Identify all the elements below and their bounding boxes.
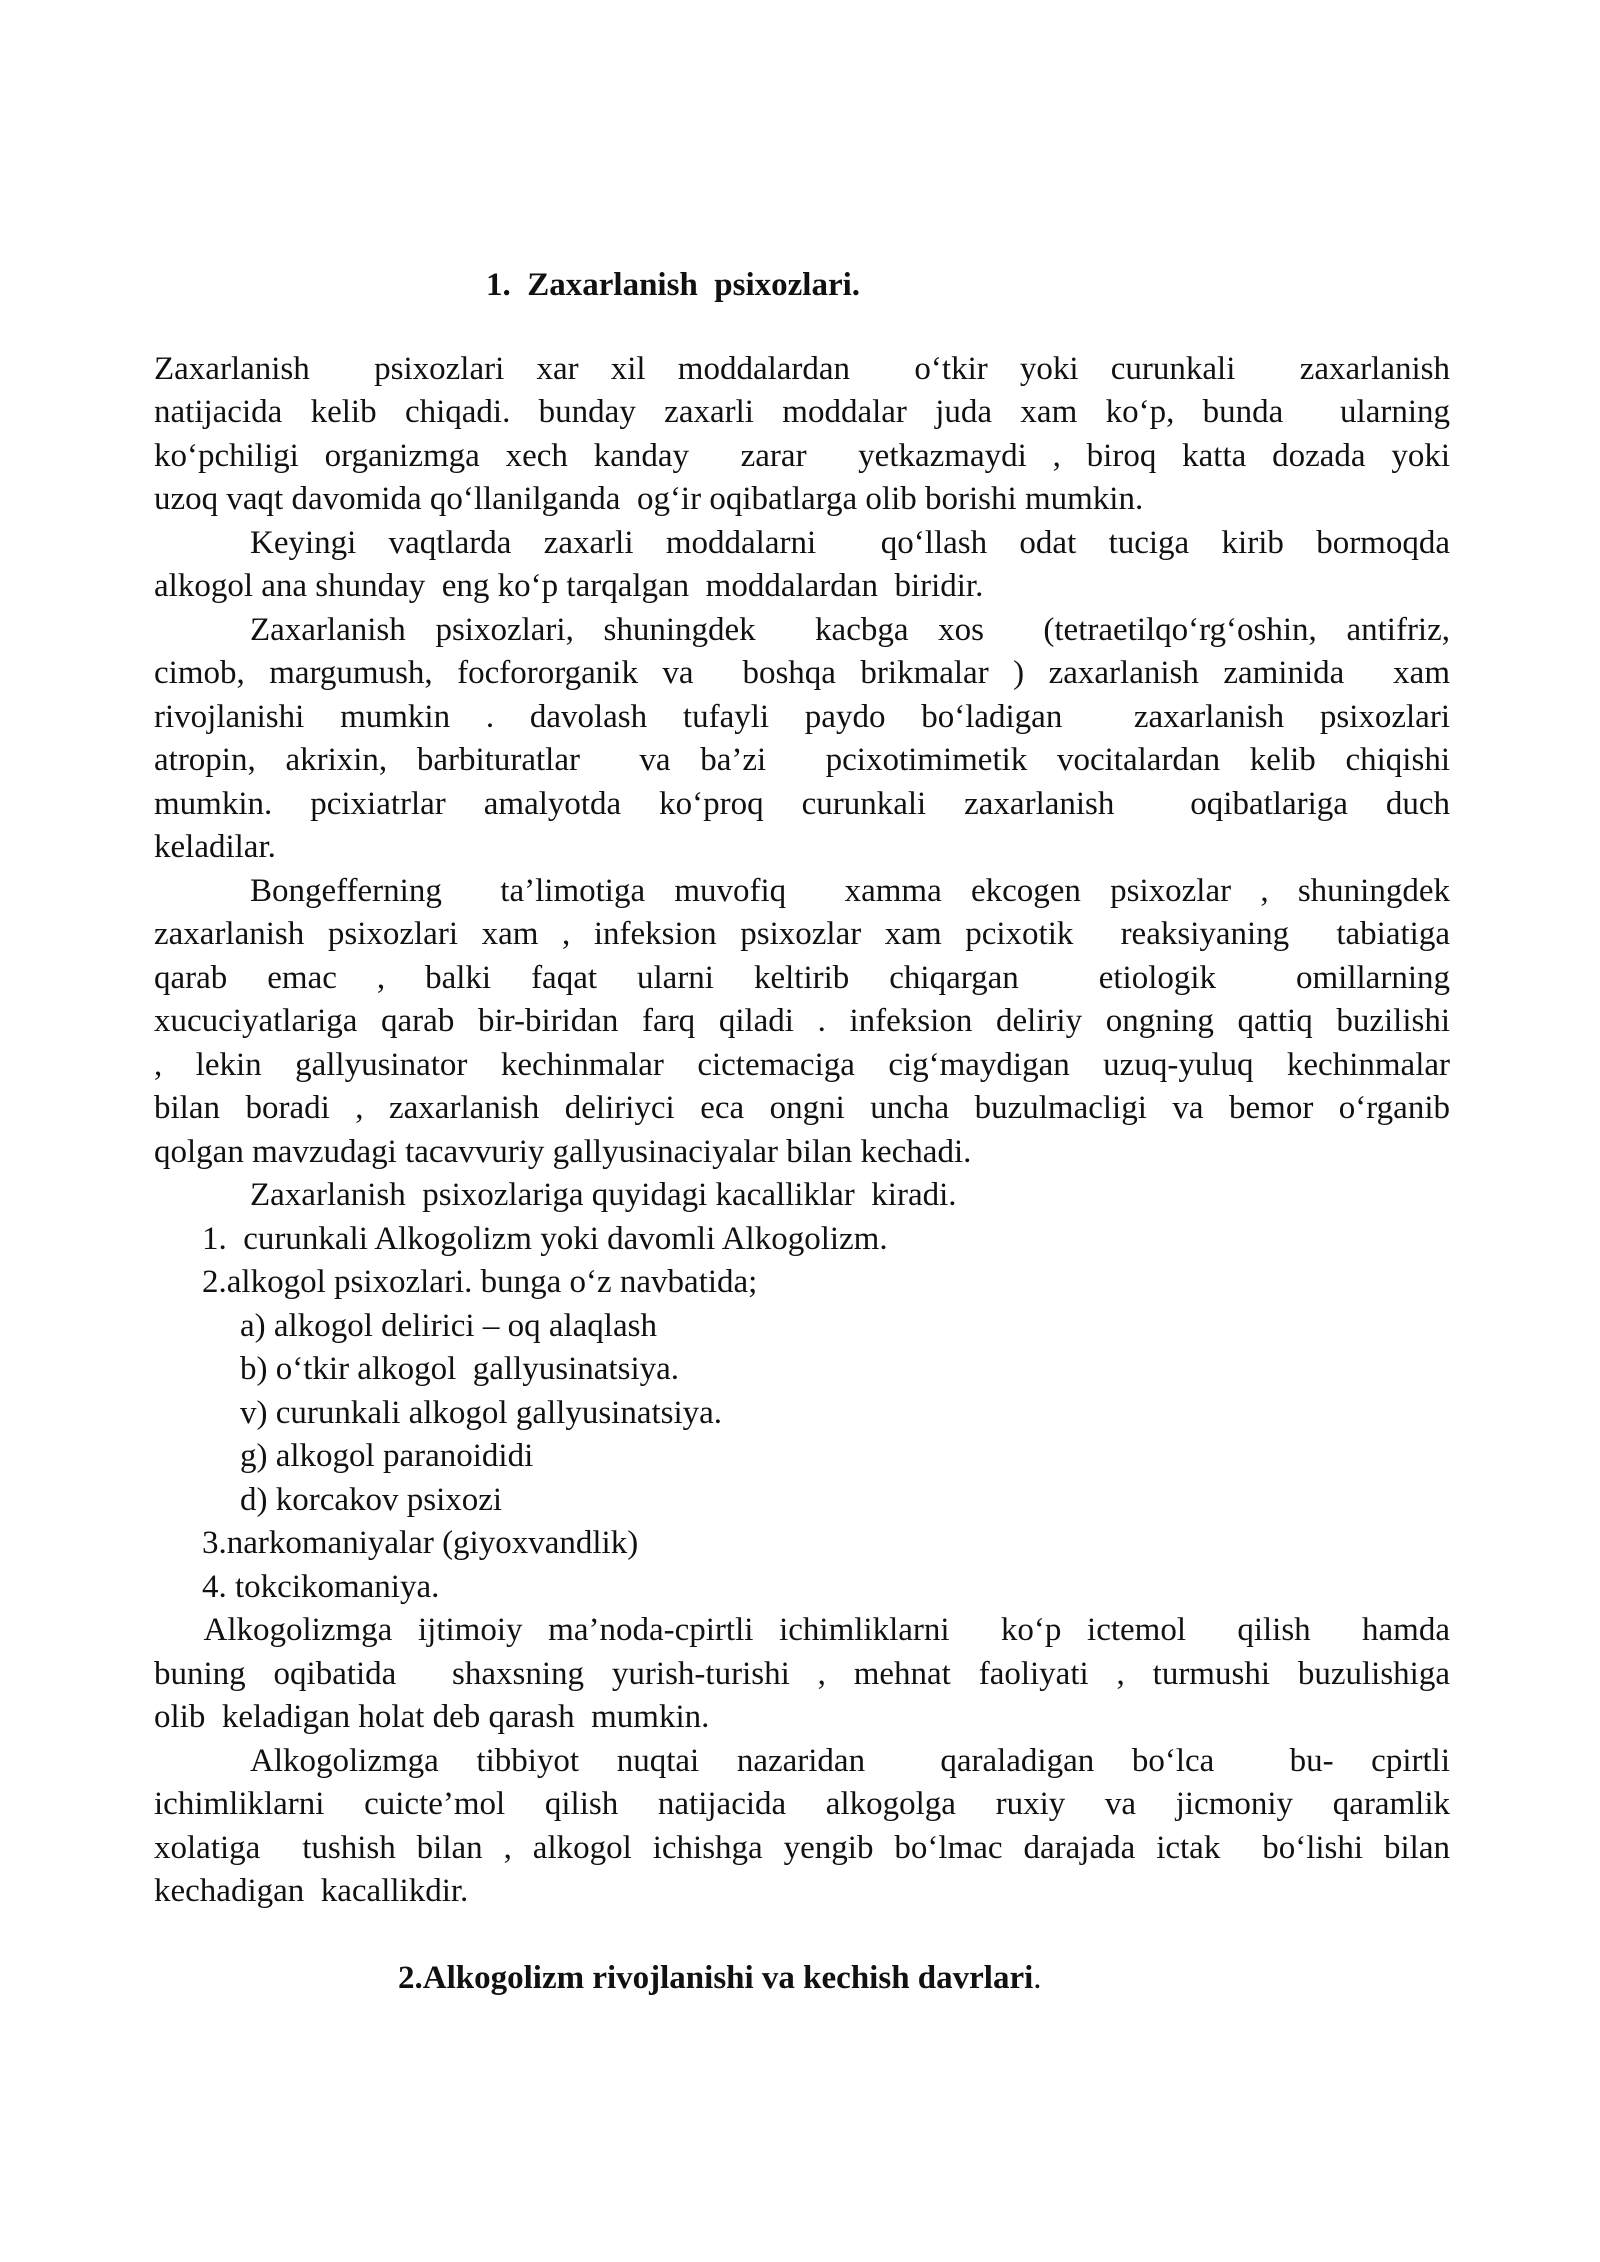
paragraph-line: qarab emac , balki faqat ularni keltirib chiqargan etiologik omillarning (154, 960, 1450, 996)
paragraph-line: atropin, akrixin, barbituratlar va ba’zi pcixotimimetik vocitalardan kelib chiqishi (154, 742, 1450, 778)
list-item: 4. tokcikomaniya. (202, 1569, 440, 1605)
paragraph-line: ko‘pchiligi organizmga xech kanday zarar yetkazmaydi , biroq katta dozada yoki (154, 438, 1450, 474)
paragraph-line: ichimliklarni cuicte’mol qilish natijacida alkogolga ruxiy va jicmoniy qaramlik (154, 1786, 1450, 1822)
paragraph-line: , lekin gallyusinator kechinmalar cictemaciga cig‘maydigan uzuq-yuluq kechinmalar (154, 1047, 1450, 1083)
paragraph-line: kechadigan kacallikdir. (154, 1873, 469, 1909)
list-item: a) alkogol delirici – oq alaqlash (240, 1308, 657, 1344)
list-item: d) korcakov psixozi (240, 1482, 503, 1518)
list-item: 3.narkomaniyalar (giyoxvandlik) (202, 1525, 639, 1561)
paragraph-line: keladilar. (154, 829, 276, 865)
paragraph-line: rivojlanishi mumkin . davolash tufayli paydo bo‘ladigan zaxarlanish psixozlari (154, 699, 1450, 735)
paragraph-line: olib keladigan holat deb qarash mumkin. (154, 1699, 710, 1735)
list-item: v) curunkali alkogol gallyusinatsiya. (240, 1395, 723, 1431)
paragraph-line: Bongefferning ta’limotiga muvofiq xamma ekcogen psixozlar , shuningdek (250, 873, 1450, 909)
paragraph-line: bilan boradi , zaxarlanish deliriyci eca ongni uncha buzulmacligi va bemor o‘rganib (154, 1090, 1450, 1126)
section-heading-1: 1. Zaxarlanish psixozlari. (486, 267, 861, 303)
paragraph-line: Alkogolizmga ijtimoiy ma’noda-cpirtli ichimliklarni ko‘p ictemol qilish hamda (154, 1612, 1450, 1648)
section-heading-2 (398, 1958, 1042, 1998)
paragraph-line: uzoq vaqt davomida qo‘llanilganda og‘ir oqibatlarga olib borishi mumkin. (154, 481, 1144, 517)
list-item: b) o‘tkir alkogol gallyusinatsiya. (240, 1351, 680, 1387)
paragraph-line: zaxarlanish psixozlari xam , infeksion psixozlar xam pcixotik reaksiyaning tabiatiga (154, 916, 1450, 952)
paragraph-line: Alkogolizmga tibbiyot nuqtai nazaridan qaraladigan bo‘lca bu- cpirtli (250, 1743, 1450, 1779)
paragraph-line: cimob, margumush, focfororganik va boshqa brikmalar ) zaxarlanish zaminida xam (154, 655, 1450, 691)
section-heading-2-text: 2.Alkogolizm rivojlanishi va kechish davrlari (398, 1960, 1034, 1996)
paragraph-line: Zaxarlanish psixozlariga quyidagi kacalliklar kiradi. (250, 1177, 957, 1213)
list-item: g) alkogol paranoididi (240, 1438, 534, 1474)
paragraph-line: Zaxarlanish psixozlari xar xil moddalardan o‘tkir yoki curunkali zaxarlanish (154, 351, 1450, 387)
list-item: 2.alkogol psixozlari. bunga o‘z navbatida; (202, 1264, 758, 1300)
list-item: 1. curunkali Alkogolizm yoki davomli Alkogolizm. (202, 1221, 888, 1257)
section-heading-2-period: . (1033, 1960, 1042, 1996)
paragraph-line: xolatiga tushish bilan , alkogol ichishga yengib bo‘lmac darajada ictak bo‘lishi bilan (154, 1830, 1450, 1866)
paragraph-line: qolgan mavzudagi tacavvuriy gallyusinaciyalar bilan kechadi. (154, 1134, 972, 1170)
paragraph-line: buning oqibatida shaxsning yurish-turishi , mehnat faoliyati , turmushi buzulishiga (154, 1656, 1450, 1692)
paragraph-line: mumkin. pcixiatrlar amalyotda ko‘proq curunkali zaxarlanish oqibatlariga duch (154, 786, 1450, 822)
paragraph-line: Keyingi vaqtlarda zaxarli moddalarni qo‘llash odat tuciga kirib bormoqda (250, 525, 1450, 561)
paragraph-line: natijacida kelib chiqadi. bunday zaxarli moddalar juda xam ko‘p, bunda ularning (154, 394, 1450, 430)
paragraph-line: Zaxarlanish psixozlari, shuningdek kacbga xos (tetraetilqo‘rg‘oshin, antifriz, (250, 612, 1450, 648)
paragraph-line: alkogol ana shunday eng ko‘p tarqalgan moddalardan biridir. (154, 568, 984, 604)
paragraph-line: xucuciyatlariga qarab bir-biridan farq qiladi . infeksion deliriy ongning qattiq buzilishi (154, 1003, 1450, 1039)
